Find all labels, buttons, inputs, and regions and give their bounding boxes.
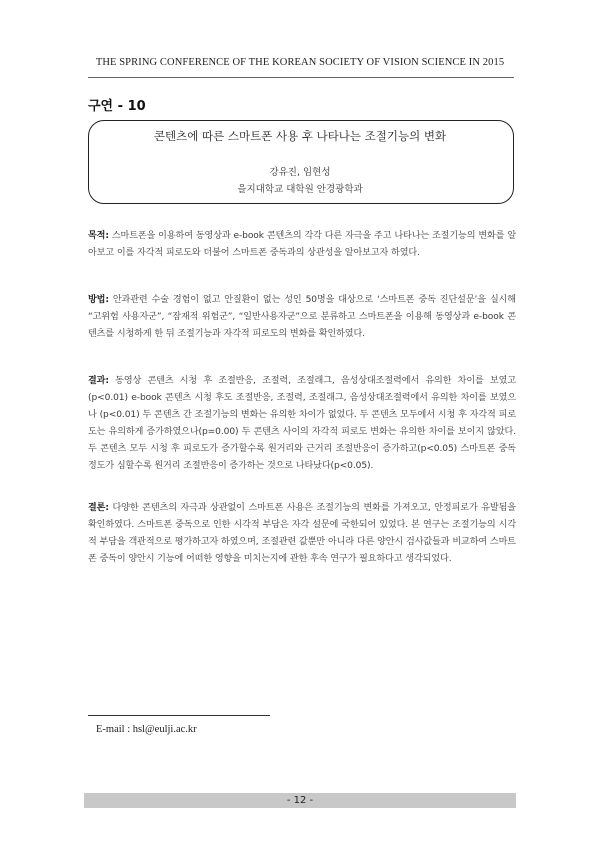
conclusion-text: 다양한 콘텐츠의 자극과 상관없이 스마트폰 사용은 조절기능의 변화를 가져오고, 안정피로가 유발됨을 확인하였다. 스마트폰 중독으로 인한 시각적 부담은 자각 설문에 국한되어 있었다. 본 연구는 조절기능의 시각적 부담을 객관적으로 평가하고자 하였으며, 조절관련 값뿐만 아니라 다른 양안시 검사값들과 비교하여 스마트폰 중독이 양안시 기능에 어떠한 영향을 미치는지에 관한 후속 연구가 필요하다고 생각되었다. bbox=[88, 503, 516, 564]
method-label: 방법: bbox=[88, 295, 109, 305]
purpose-label: 목적: bbox=[88, 231, 109, 241]
conclusion-paragraph bbox=[88, 500, 516, 568]
authors: 강유진, 임현성 bbox=[269, 167, 331, 178]
header-divider bbox=[88, 77, 514, 78]
affiliation: 을지대학교 대학원 안경광학과 bbox=[237, 184, 363, 195]
results-text: 동영상 콘텐츠 시청 후 조절반응, 조절력, 조절래그, 음성상대조절력에서 유의한 차이를 보였고(p<0.01) e-book 콘텐츠 시청 후도 조절반응, 조절력, 조절래그, 음성상대조절력에서 유의한 차이를 보였으나 (p<0.01) 두 콘텐츠 간 조절기능의 변화는 유의한 차이가 없었다. 두 콘텐츠 모두에서 시청 후 자각적 피로도는 유의하게 증가하였으나(p=0.00) 두 콘텐츠 사이의 자각적 피로도 변화는 유의한 차이를 보이지 않았다. 두 콘텐츠 모두 시청 후 피로도가 증가할수록 원거리와 근거리 조절반응이 증가하고(p<0.05) 스마트폰 중독 정도가 심할수록 원거리 조절반응이 증가하는 것으로 나타났다(p<0.05). bbox=[88, 376, 516, 471]
conclusion-label: 결론: bbox=[88, 503, 109, 513]
method-paragraph bbox=[88, 292, 516, 343]
conference-header: THE SPRING CONFERENCE OF THE KOREAN SOCIETY OF VISION SCIENCE IN 2015 bbox=[95, 57, 505, 68]
session-label: 구연 - 10 bbox=[88, 99, 146, 114]
results-label: 결과: bbox=[88, 376, 109, 386]
page-number: - 12 - bbox=[286, 795, 314, 806]
email-footnote: E-mail : hsl@eulji.ac.kr bbox=[96, 724, 197, 735]
purpose-text: 스마트폰을 이용하여 동영상과 e-book 콘텐츠의 각각 다른 자극을 주고 나타나는 조절기능의 변화를 알아보고 이를 자각적 피로도와 더불어 스마트폰 중독과의 상관성을 알아보고자 하였다. bbox=[88, 231, 516, 258]
method-text: 안과관련 수술 경험이 없고 안질환이 없는 성인 50명을 대상으로 ‘스마트폰 중독 진단설문’을 실시해 “고위험 사용자군”, “잠재적 위험군”, “일반사용자군”으로 분류하고 스마트폰을 이용해 동영상과 e-book 콘텐츠를 시청하게 한 뒤 조절기능과 자각적 피로도의 변화를 확인하였다. bbox=[88, 295, 516, 339]
page-number-bar bbox=[84, 793, 516, 808]
footnote-divider bbox=[88, 715, 270, 716]
paper-title: 콘텐츠에 따른 스마트폰 사용 후 나타나는 조절기능의 변화 bbox=[153, 129, 447, 143]
purpose-paragraph bbox=[88, 228, 516, 262]
results-paragraph bbox=[88, 373, 516, 475]
